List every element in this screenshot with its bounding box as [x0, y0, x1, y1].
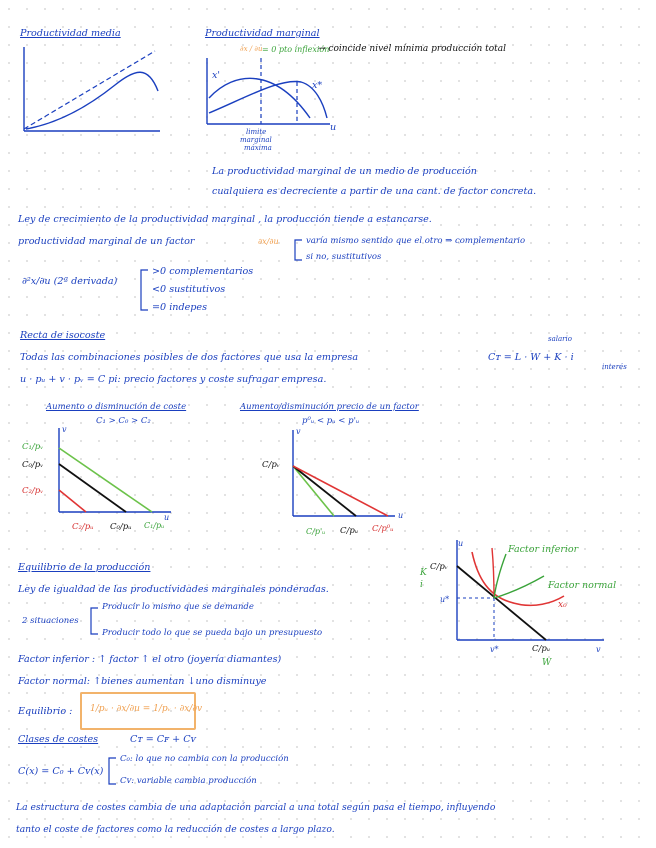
price-x-p0: C/p⁰ᵤ: [372, 524, 394, 534]
clases-costes-title: Clases de costes: [18, 734, 99, 745]
second-deriv-label: ∂²x/∂u (2ª derivada): [22, 276, 118, 287]
equilibrio-label: Equilibrio :: [18, 706, 73, 717]
situacion-1: Producir lo mismo que se demande: [102, 602, 254, 612]
cx-formula: C(x) = C₀ + Cᴠ(x): [18, 766, 104, 777]
prod-media-title: Productividad media: [20, 28, 121, 39]
cost-x-c1: C₁/pᵤ: [144, 521, 165, 530]
c0-definition: C₀: lo que no cambia con la producción: [120, 754, 289, 764]
eq-factor-inferior: Factor inferior: [508, 544, 579, 555]
cost-line-c1: [59, 448, 152, 512]
dx-du-fraction: ∂x / ∂u: [240, 45, 263, 53]
cx-bracket: [106, 756, 118, 786]
final-line1: La estructura de costes cambia de una adaptación parcial a una total según pasa el tiempo, influyendo: [16, 802, 496, 813]
situaciones-bracket: [88, 606, 100, 636]
price-chart: [290, 430, 400, 522]
eq-budget-line: [457, 566, 546, 640]
eq-axis-u: u: [458, 539, 464, 548]
eq-x-label: C/pᵤ: [532, 644, 551, 654]
salario-note: salario: [548, 335, 572, 343]
interes-note: interés: [602, 363, 627, 371]
isocoste-formula: Cᴛ = L · W + K · i: [488, 352, 574, 363]
cost-y-c1: C₁/pᵥ: [22, 442, 44, 452]
eq-isoquant: [472, 552, 564, 605]
eq-i-label: i: [420, 580, 423, 590]
second-deriv-bracket: [138, 268, 150, 312]
x-star-label: x*: [312, 80, 323, 91]
isocoste-line2: u · pᵤ + v · pᵥ = C pi: precio factores y coste sufragar empresa.: [20, 374, 327, 385]
isocoste-title: Recta de isocoste: [20, 330, 106, 341]
second-deriv-item-2: <0 sustitutivos: [152, 284, 226, 295]
inflexion-note: = 0 pto inflexión: [262, 45, 330, 54]
cost-y-c2: C₂/pᵥ: [22, 486, 44, 496]
axis-u-label: u: [330, 122, 337, 133]
eq-path-inferior: [494, 554, 506, 598]
price-line-p0: [293, 466, 388, 516]
cost-x-c2: C₂/pᵤ: [72, 522, 94, 532]
prod-marginal-title: Productividad marginal: [205, 28, 320, 39]
price-line-p-prime: [293, 466, 334, 516]
cv-definition: Cᴠ: variable cambia producción: [120, 776, 257, 786]
second-deriv-item-1: >0 complementarios: [152, 266, 254, 277]
equilibrio-equation: 1/pᵤ · ∂x/∂u = 1/pᵥ · ∂x/∂v: [90, 704, 203, 714]
eq-x0: x₀: [558, 600, 567, 610]
factor-line-frac: ∂x/∂u: [258, 237, 279, 246]
eq-u-star: u*: [440, 595, 450, 604]
price-x-p-prime: C/p'ᵤ: [306, 527, 326, 536]
limite-label-3: máxima: [244, 144, 272, 152]
situaciones-label: 2 situaciones: [22, 616, 79, 626]
eq-v-star: v*: [490, 645, 499, 654]
factor-bracket: [292, 238, 304, 262]
paragraph1-line2: cualquiera es decreciente a partir de una cant. de factor concreta.: [212, 186, 537, 197]
price-y-label: C/pᵥ: [262, 460, 280, 470]
ley-crecimiento: Ley de crecimiento de la productividad marginal , la producción tiende a estancarse.: [18, 214, 432, 225]
factor-opt2: si no, sustitutivos: [306, 252, 382, 262]
eq-w-label: W: [542, 658, 552, 668]
cost-axis-v: v: [62, 425, 67, 434]
equilibrio-title: Equilibrio de la producción: [18, 562, 151, 573]
limite-label-2: marginal: [240, 136, 272, 144]
second-deriv-item-3: =0 indepes: [152, 302, 208, 313]
factor-normal-text: Factor normal: ↑bienes aumentan ↓uno disminuye: [18, 676, 267, 687]
price-x-p: C/pᵤ: [340, 526, 359, 536]
isocoste-line1: Todas las combinaciones posibles de dos factores que usa la empresa: [20, 352, 359, 363]
eq-path-normal: [494, 576, 544, 598]
eq-k-label: K: [420, 568, 427, 578]
cost-chart-subtitle: C₁ > C₀ > C₂: [96, 416, 151, 426]
factor-inferior-text: Factor inferior : ↑ factor ↑ el otro (joyería diamantes): [18, 654, 282, 665]
cost-x-c0: C₀/pᵤ: [110, 522, 132, 532]
paragraph1-line1: La productividad marginal de un medio de producción: [212, 166, 477, 177]
final-line2: tanto el coste de factores como la reducción de costes a largo plazo.: [16, 824, 335, 835]
limite-label-1: limite: [246, 128, 267, 136]
x-prime-label: x': [212, 70, 221, 81]
cost-line-c2: [59, 490, 86, 512]
equilibrio-chart: [454, 540, 617, 652]
situacion-2: Producir todo lo que se pueda bajo un presupuesto: [102, 628, 323, 638]
cost-chart: [56, 428, 171, 518]
coincide-note: → coincide nivel mínima producción total: [318, 44, 507, 54]
prod-media-graph: [20, 45, 160, 135]
cost-axis-u: u: [164, 513, 170, 522]
price-axis-u: u: [398, 511, 404, 520]
price-chart-subtitle: p⁰ᵤ < pᵤ < p'ᵤ: [302, 416, 360, 426]
eq-factor-normal: Factor normal: [548, 580, 617, 591]
eq-axis-v: v: [596, 645, 601, 654]
eq-y-label: C/pᵥ: [430, 562, 448, 572]
clases-costes-formula: Cᴛ = Cꜰ + Cᴠ: [130, 734, 196, 745]
price-axis-v: v: [296, 427, 301, 436]
price-chart-title: Aumento/disminución precio de un factor: [240, 402, 419, 412]
price-line-p: [293, 466, 356, 516]
cost-y-c0: C₀/pᵥ: [22, 460, 44, 470]
prod-marginal-graph: [205, 58, 340, 128]
equilibrio-ley: Ley de igualdad de las productividades marginales ponderadas.: [18, 584, 329, 595]
factor-opt1: varía mismo sentido que el otro ⇒ complementario: [306, 236, 526, 246]
cost-chart-title: Aumento o disminución de coste: [46, 402, 187, 412]
factor-line-text: productividad marginal de un factor: [18, 236, 195, 247]
